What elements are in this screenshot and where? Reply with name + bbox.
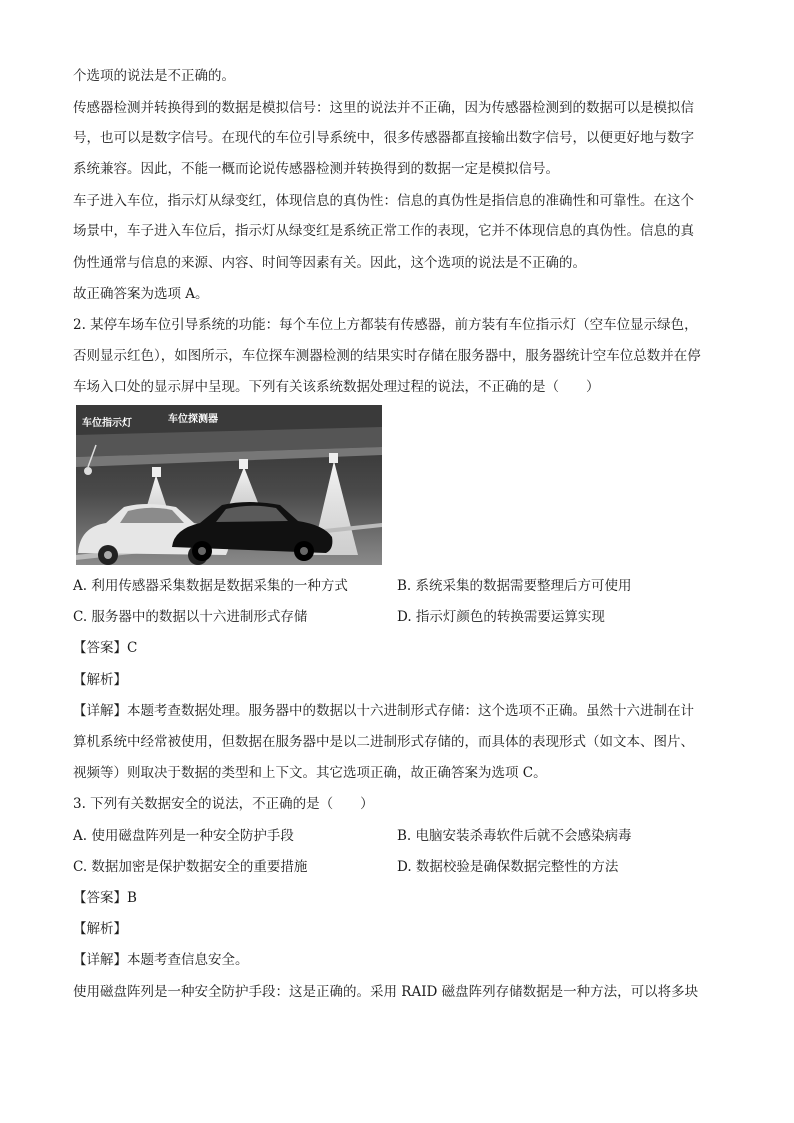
text-line: 车子进入车位，指示灯从绿变红，体现信息的真伪性：信息的真伪性是指信息的准确性和可靠性。在这个: [73, 193, 694, 209]
text-line: 伪性通常与信息的来源、内容、时间等因素有关。因此，这个选项的说法是不正确的。: [73, 255, 586, 271]
text-line: 故正确答案为选项 A。: [73, 286, 209, 302]
option-b: B. 电脑安装杀毒软件后就不会感染病毒: [397, 828, 632, 844]
option-d: D. 指示灯颜色的转换需要运算实现: [397, 609, 605, 625]
text-line: 号，也可以是数字信号。在现代的车位引导系统中，很多传感器都直接输出数字信号，以便更好地与数字: [73, 130, 694, 146]
detail-text: 算机系统中经常被使用，但数据在服务器中是以二进制形式存储的，而具体的表现形式（如文本、图片、: [73, 734, 694, 750]
question-2-stem: 否则显示红色），如图所示，车位探车测器检测的结果实时存储在服务器中，服务器统计空车位总数并在停: [73, 348, 701, 364]
question-2-stem: 2. 某停车场车位引导系统的功能：每个车位上方都装有传感器，前方装有车位指示灯（空车位显示绿色，: [73, 317, 698, 333]
detail-text: 【详解】本题考查数据处理。服务器中的数据以十六进制形式存储：这个选项不正确。虽然十六进制在计: [73, 703, 694, 719]
answer-label: 【答案】B: [73, 890, 137, 906]
option-b: B. 系统采集的数据需要整理后方可使用: [397, 578, 632, 594]
detail-text: 【详解】本题考查信息安全。: [73, 952, 249, 968]
option-c: C. 服务器中的数据以十六进制形式存储: [73, 609, 308, 625]
question-3-stem: 3. 下列有关数据安全的说法，不正确的是（ ）: [73, 796, 374, 812]
option-a: A. 利用传感器采集数据是数据采集的一种方式: [73, 578, 348, 594]
parking-figure: [76, 405, 382, 565]
answer-label: 【答案】C: [73, 640, 138, 656]
option-c: C. 数据加密是保护数据安全的重要措施: [73, 859, 308, 875]
question-2-stem: 车场入口处的显示屏中呈现。下列有关该系统数据处理过程的说法，不正确的是（ ）: [73, 379, 600, 395]
text-line: 场景中，车子进入车位后，指示灯从绿变红是系统正常工作的表现，它并不体现信息的真伪性。信息的真: [73, 223, 694, 239]
text-line: 传感器检测并转换得到的数据是模拟信号：这里的说法并不正确，因为传感器检测到的数据可以是模拟信: [73, 100, 694, 116]
text-line: 系统兼容。因此，不能一概而论说传感器检测并转换得到的数据一定是模拟信号。: [73, 161, 559, 177]
detail-text: 视频等）则取决于数据的类型和上下文。其它选项正确，故正确答案为选项 C。: [73, 765, 547, 781]
detail-text: 使用磁盘阵列是一种安全防护手段：这是正确的。采用 RAID 磁盘阵列存储数据是一种方法，可以将多块: [73, 984, 699, 1000]
label-indicator-lamp: 车位指示灯: [82, 418, 132, 429]
analysis-label: 【解析】: [73, 672, 127, 688]
option-d: D. 数据校验是确保数据完整性的方法: [397, 859, 619, 875]
label-space-detector: 车位探测器: [168, 414, 218, 425]
analysis-label: 【解析】: [73, 921, 127, 937]
option-a: A. 使用磁盘阵列是一种安全防护手段: [73, 828, 294, 844]
text-line: 个选项的说法是不正确的。: [73, 68, 235, 84]
